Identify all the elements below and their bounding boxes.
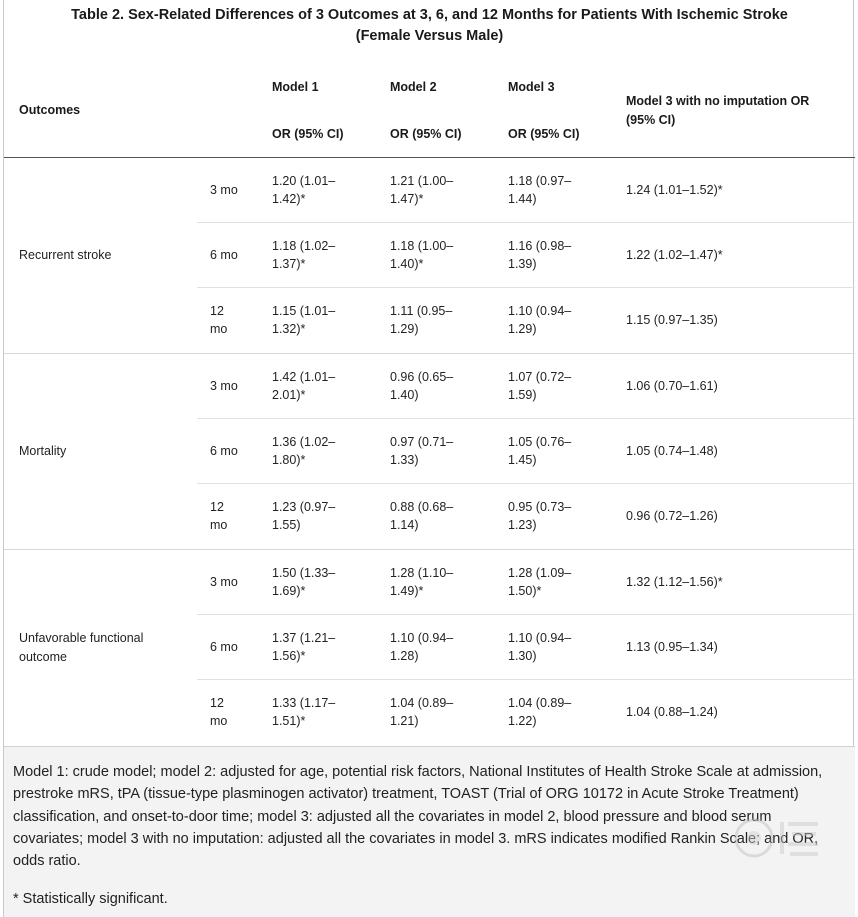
outcome-group-unfavorable-outcome <box>4 550 855 746</box>
model3-noimp-cell: 1.32 (1.12–1.56)* <box>626 575 723 589</box>
table-row <box>197 158 855 223</box>
model2-cell: 1.11 (0.95–1.29) <box>390 304 453 336</box>
table-title-line1: Table 2. Sex-Related Differences of 3 Outcomes at 3, 6, and 12 Months for Patients With Ischemic Stroke <box>71 7 788 23</box>
table-row <box>197 288 855 353</box>
header-model1: Model 1 <box>272 80 319 94</box>
model1-cell: 1.15 (1.01–1.32)* <box>272 304 336 336</box>
model3-cell: 1.10 (0.94–1.30) <box>508 631 572 663</box>
time-cell: 6 mo <box>210 640 238 654</box>
header-model2: Model 2 <box>390 80 437 94</box>
time-cell: 6 mo <box>210 444 238 458</box>
header-model3-or: OR (95% CI) <box>508 127 580 141</box>
outcome-group-recurrent-stroke <box>4 158 855 354</box>
model3-noimp-cell: 1.04 (0.88–1.24) <box>626 705 718 719</box>
model1-cell: 1.33 (1.17–1.51)* <box>272 696 336 728</box>
header-outcomes: Outcomes <box>19 103 81 117</box>
model3-noimp-cell: 0.96 (0.72–1.26) <box>626 509 718 523</box>
model3-cell: 1.10 (0.94–1.29) <box>508 304 572 336</box>
table-row <box>197 484 855 549</box>
header-model2-or: OR (95% CI) <box>390 127 462 141</box>
watermark-logo <box>732 808 832 868</box>
table-footnotes <box>4 746 855 917</box>
table-container <box>3 0 854 917</box>
model3-cell: 1.18 (0.97–1.44) <box>508 174 572 206</box>
model3-cell: 1.05 (0.76–1.45) <box>508 435 572 467</box>
model1-cell: 1.20 (1.01–1.42)* <box>272 174 336 206</box>
model3-cell: 1.28 (1.09–1.50)* <box>508 566 572 598</box>
time-cell: 12 mo <box>210 304 228 336</box>
table-title <box>4 5 855 47</box>
table-row <box>197 615 855 680</box>
outcome-group-mortality <box>4 354 855 550</box>
model3-cell: 1.07 (0.72–1.59) <box>508 370 572 402</box>
time-cell: 6 mo <box>210 248 238 262</box>
time-cell: 3 mo <box>210 183 238 197</box>
model2-cell: 1.21 (1.00–1.47)* <box>390 174 454 206</box>
table-row <box>197 550 855 615</box>
table-row <box>197 354 855 419</box>
table-row <box>197 419 855 484</box>
table-header <box>4 48 855 158</box>
model2-cell: 0.88 (0.68–1.14) <box>390 500 454 532</box>
model3-noimp-cell: 1.15 (0.97–1.35) <box>626 313 718 327</box>
model3-cell: 1.04 (0.89–1.22) <box>508 696 572 728</box>
time-cell: 12 mo <box>210 500 228 532</box>
model2-cell: 1.10 (0.94–1.28) <box>390 631 454 663</box>
outcome-label: Unfavorable functional outcome <box>19 631 144 664</box>
model3-noimp-cell: 1.13 (0.95–1.34) <box>626 640 718 654</box>
model3-noimp-cell: 1.24 (1.01–1.52)* <box>626 183 723 197</box>
model1-cell: 1.50 (1.33–1.69)* <box>272 566 336 598</box>
table-title-line2: (Female Versus Male) <box>355 28 504 44</box>
outcome-label: Mortality <box>19 444 67 458</box>
model3-noimp-cell: 1.06 (0.70–1.61) <box>626 379 718 393</box>
model3-cell: 1.16 (0.98–1.39) <box>508 239 572 271</box>
model2-cell: 1.04 (0.89–1.21) <box>390 696 454 728</box>
time-cell: 3 mo <box>210 379 238 393</box>
time-cell: 12 mo <box>210 696 228 728</box>
header-model3: Model 3 <box>508 80 555 94</box>
model1-cell: 1.42 (1.01–2.01)* <box>272 370 336 402</box>
time-cell: 3 mo <box>210 575 238 589</box>
model1-cell: 1.36 (1.02–1.80)* <box>272 435 336 467</box>
table-row <box>197 223 855 288</box>
model2-cell: 0.96 (0.65–1.40) <box>390 370 454 402</box>
model3-noimp-cell: 1.05 (0.74–1.48) <box>626 444 718 458</box>
model1-cell: 1.18 (1.02–1.37)* <box>272 239 336 271</box>
header-model1-or: OR (95% CI) <box>272 127 344 141</box>
header-model3-noimp: Model 3 with no imputation OR (95% CI) <box>626 94 810 127</box>
table-row <box>197 680 855 745</box>
model1-cell: 1.23 (0.97–1.55) <box>272 500 336 532</box>
model1-cell: 1.37 (1.21–1.56)* <box>272 631 336 663</box>
footnote-significance: * Statistically significant. <box>13 891 168 907</box>
model2-cell: 1.28 (1.10–1.49)* <box>390 566 454 598</box>
model3-cell: 0.95 (0.73–1.23) <box>508 500 572 532</box>
model3-noimp-cell: 1.22 (1.02–1.47)* <box>626 248 723 262</box>
footnote-models: Model 1: crude model; model 2: adjusted for age, potential risk factors, National Institutes of Health Stroke Scale at admission, prestroke mRS, tPA (tissue-type plasminogen activator) treatment, TOAST (Trial of ORG 10172 in Acute Stroke Treatment) classification, and onset-to-door time; model 3: adjusted all the covariates in model 2, blood pressure and blood serum covariates; model 3 with no imputation: adjusted all the covariates in model 3. mRS indicates modified Rankin Scale; and OR, odds ratio. <box>13 764 823 870</box>
outcome-label: Recurrent stroke <box>19 248 112 262</box>
model2-cell: 0.97 (0.71–1.33) <box>390 435 454 467</box>
model2-cell: 1.18 (1.00–1.40)* <box>390 239 454 271</box>
